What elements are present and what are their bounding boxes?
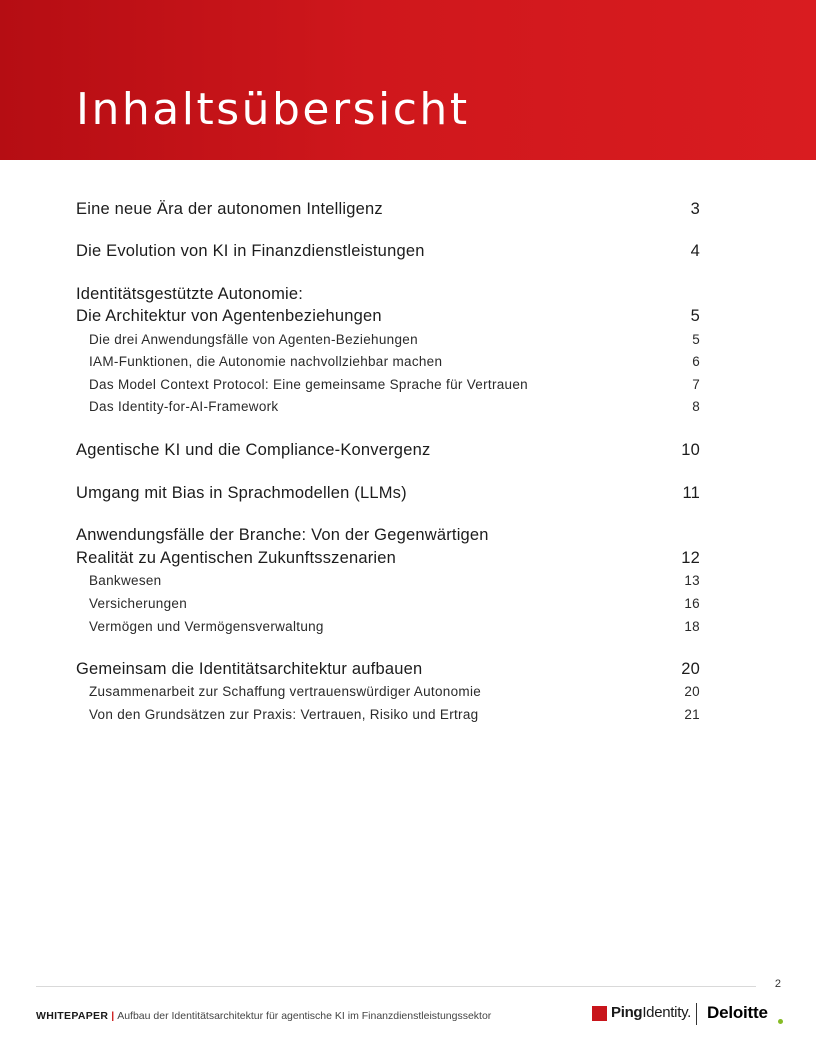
toc-entry-label: Die Architektur von Agentenbeziehungen — [76, 307, 382, 325]
toc-entry-label: Identitätsgestützte Autonomie: — [76, 285, 304, 303]
page-title: Inhaltsübersicht — [76, 84, 470, 135]
toc-entry-page: 16 — [684, 596, 700, 611]
toc-entry-label: Eine neue Ära der autonomen Intelligenz — [76, 200, 383, 218]
toc-entry-label: IAM-Funktionen, die Autonomie nachvollziehbar machen — [89, 354, 443, 369]
ping-square-icon — [592, 1006, 607, 1021]
toc-entry-page: 10 — [681, 441, 700, 459]
toc-entry-label: Versicherungen — [89, 596, 188, 611]
header-banner — [0, 0, 816, 160]
toc-entry-label: Die Evolution von KI in Finanzdienstleistungen — [76, 242, 425, 260]
footer-caption — [36, 1010, 491, 1022]
toc-entry-label: Gemeinsam die Identitätsarchitektur aufbauen — [76, 660, 423, 678]
toc-entry-page: 8 — [692, 399, 700, 414]
toc-entry-label: Zusammenarbeit zur Schaffung vertrauenswürdiger Autonomie — [89, 684, 482, 699]
toc-entry-page: 5 — [690, 307, 700, 325]
toc-entry-label: Die drei Anwendungsfälle von Agenten-Beziehungen — [89, 332, 418, 347]
deloitte-logo: Deloitte — [707, 1003, 768, 1022]
toc-entry-page: 6 — [692, 354, 700, 369]
footer-label: WHITEPAPER — [36, 1010, 109, 1022]
toc-entry-label: Von den Grundsätzen zur Praxis: Vertrauen, Risiko und Ertrag — [89, 707, 479, 722]
toc-entry-label: Anwendungsfälle der Branche: Von der Gegenwärtigen — [76, 526, 489, 544]
toc-entry-label: Realität zu Agentischen Zukunftsszenarien — [76, 549, 397, 567]
toc-entry-label: Vermögen und Vermögensverwaltung — [89, 619, 324, 634]
toc-entry-page: 12 — [681, 549, 700, 567]
toc-entry-page: 13 — [684, 573, 700, 588]
toc-entry-label: Das Identity-for-AI-Framework — [89, 399, 279, 414]
ping-identity-logo: PingIdentity. — [611, 1004, 692, 1021]
toc-entry-label: Das Model Context Protocol: Eine gemeinsame Sprache für Vertrauen — [89, 377, 528, 392]
page-number: 2 — [774, 978, 781, 990]
toc-entry-page: 7 — [692, 377, 700, 392]
toc-entry-label: Umgang mit Bias in Sprachmodellen (LLMs) — [76, 484, 407, 502]
toc-entry-page: 11 — [682, 484, 700, 502]
toc-entry-page: 5 — [692, 332, 700, 347]
toc-entry-page: 3 — [690, 200, 700, 218]
toc-entry-page: 21 — [684, 707, 700, 722]
toc-entry-page: 4 — [690, 242, 700, 260]
toc-entry-label: Agentische KI und die Compliance-Konvergenz — [76, 441, 431, 459]
toc-entry-page: 20 — [684, 684, 700, 699]
footer-divider — [36, 986, 756, 987]
footer-document-title: Aufbau der Identitätsarchitektur für agentische KI im Finanzdienstleistungssektor — [117, 1010, 492, 1022]
footer-separator: | — [111, 1010, 115, 1022]
toc-entry-label: Bankwesen — [89, 573, 162, 588]
toc-entry-page: 20 — [681, 660, 700, 678]
logo-divider — [696, 1003, 697, 1025]
deloitte-dot-icon — [778, 1019, 783, 1024]
toc-entry-page: 18 — [684, 619, 700, 634]
